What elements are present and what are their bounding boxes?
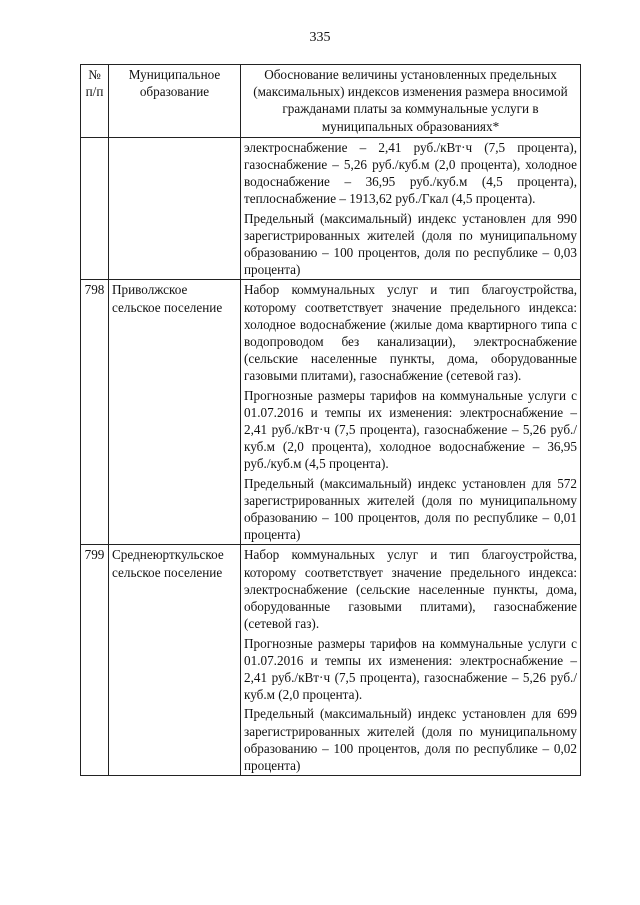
row-municipality <box>109 137 241 280</box>
row-number <box>81 137 109 280</box>
justification-paragraph: Предельный (максимальный) индекс установлен для 699 зарегистрированных жителей (доля по муниципальному образованию – 100 процентов, доля по республике – 0,02 процента) <box>244 706 577 773</box>
header-num: № п/п <box>81 65 109 138</box>
justification-paragraph: Прогнозные размеры тарифов на коммунальные услуги с 01.07.2016 и темпы их изменения: электроснабжение – 2,41 руб./кВт·ч (7,5 процента), газоснабжение – 5,26 руб./куб.м (2,0 процента), холодное водоснабжение – 36,95 руб./куб.м (4,5 процента). <box>244 387 577 472</box>
tariff-table <box>80 64 581 776</box>
table-row <box>81 545 581 776</box>
justification-paragraph: Предельный (максимальный) индекс установлен для 572 зарегистрированных жителей (доля по муниципальному образованию – 100 процентов, доля по республике – 0,01 процента) <box>244 475 577 543</box>
row-municipality: Приволжское сельское поселение <box>109 280 241 545</box>
page-number: 335 <box>309 30 331 45</box>
row-number: 798 <box>81 280 109 545</box>
table-row <box>81 280 581 545</box>
row-number: 799 <box>81 545 109 776</box>
row-justification <box>241 137 581 280</box>
row-justification <box>241 280 581 545</box>
row-justification <box>241 545 581 776</box>
justification-paragraph: Прогнозные размеры тарифов на коммунальные услуги с 01.07.2016 и темпы их изменения: электроснабжение – 2,41 руб./кВт·ч (7,5 процента), газоснабжение – 5,26 руб./куб.м (2,0 процента). <box>244 635 577 703</box>
justification-paragraph: электроснабжение – 2,41 руб./кВт·ч (7,5 процента), газоснабжение – 5,26 руб./куб.м (2,0 процента), холодное водоснабжение – 36,95 руб./куб.м (4,5 процента), теплоснабжение – 1913,62 руб./Гкал (4,5 процента). <box>244 139 577 207</box>
table-header-row <box>81 65 581 138</box>
table-row <box>81 137 581 280</box>
justification-paragraph: Предельный (максимальный) индекс установлен для 990 зарегистрированных жителей (доля по муниципальному образованию – 100 процентов, доля по республике – 0,03 процента) <box>244 210 577 278</box>
justification-paragraph: Набор коммунальных услуг и тип благоустройства, которому соответствует значение предельного индекса: холодное водоснабжение (жилые дома квартирного типа с водопроводом без канализации), электроснабжение (сельские населенные пункты, дома, оборудованные газовыми плитами), газоснабжение (сетевой газ). <box>244 282 577 384</box>
row-municipality: Среднеюрткульское сельское поселение <box>109 545 241 776</box>
header-municipality: Муниципальное образование <box>109 65 241 138</box>
justification-paragraph: Набор коммунальных услуг и тип благоустройства, которому соответствует значение предельного индекса: электроснабжение (сельские населенные пункты, дома, оборудованные газовыми плитами), газоснабжение (сетевой газ). <box>244 547 577 632</box>
header-justification: Обоснование величины установленных предельных (максимальных) индексов изменения размера вносимой гражданами платы за коммунальные услуги в муниципальных образованиях* <box>241 65 581 138</box>
